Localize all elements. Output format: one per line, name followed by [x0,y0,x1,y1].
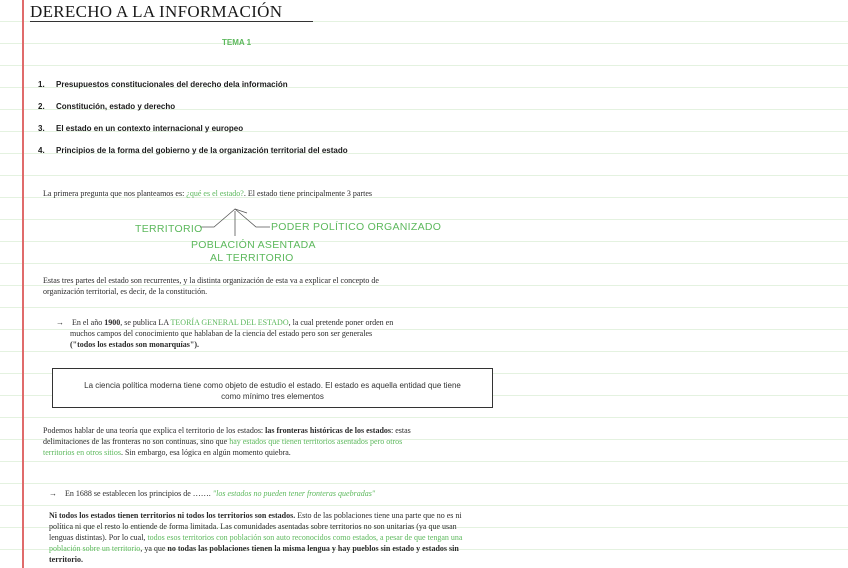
topic-number: 2. [38,102,45,111]
question-highlight: ¿qué es el estado? [186,189,244,198]
diagram-poblacion-line2: AL TERRITORIO [210,252,294,264]
text-run: , se publica LA [120,318,171,327]
topic-text: Principios de la forma del gobierno y de la organización territorial del estado [56,146,348,155]
diagram-poblacion-line1: POBLACIÓN ASENTADA [191,239,316,251]
paragraph-line: Estas tres partes del estado son recurrentes, y la distinta organización de esta va a explicar el concepto de [43,276,379,285]
paragraph-line: organización territorial, es decir, de la constitución. [43,287,208,296]
topic-number: 3. [38,124,45,133]
text-run: , ya que [140,544,168,553]
section-label: TEMA 1 [222,38,252,47]
text-run: : estas [391,426,411,435]
page-title: DERECHO A LA INFORMACIÓN [30,2,283,21]
paragraph-line [43,425,411,436]
paragraph-fronteras [43,425,411,458]
box-line: como mínimo tres elementos [221,392,324,401]
text-run: Podemos hablar de una teoría que explica el territorio de los estados: [43,426,266,435]
highlight-text: hay estados que tienen territorios asentados pero otros [229,437,403,446]
bold-text: las fronteras históricas de los estados [265,426,392,435]
year-text: 1900 [104,318,121,327]
topic-number: 1. [38,80,45,89]
arrow-icon: → [56,318,64,327]
paragraph-line: política ni que el resto lo entiende de forma limitada. Las comunidades asentadas sobre territorios no son unitarias (ya que usan [49,522,457,531]
text-run: delimitaciones de las fronteras no son continuas, sino que [43,437,230,446]
highlight-text: todos esos territorios con población son auto reconocidos como estados, a pesar de que tengan una [147,533,463,542]
text-run: lenguas distintas). Por lo cual, [49,533,148,542]
paragraph-1688 [49,488,375,499]
text-run: Esto de las poblaciones tiene una parte que no es ni [295,511,462,520]
text-run: , la cual pretende poner orden en [288,318,394,327]
paragraph-line [56,317,393,328]
text-run: . Sin embargo, esa lógica en algún momento quiebra. [121,448,291,457]
bold-text: Ni todos los estados tienen territorios ni todos los territorios son estados. [49,511,296,520]
topic-text: Constitución, estado y derecho [56,102,176,111]
paragraph-line [43,436,411,447]
paragraph-estado-partes [43,275,379,297]
topic-text: Presupuestos constitucionales del derecho dela información [56,80,288,89]
paragraph-line: territorio. [49,555,83,564]
highlight-text: "los estados no pueden tener fronteras quebradas" [212,489,376,498]
diagram-poder: PODER POLÍTICO ORGANIZADO [271,221,442,233]
paragraph-line [49,510,462,521]
highlight-text: población sobre un territorio [49,544,141,553]
paragraph-teoria-general [56,317,393,350]
topic-number: 4. [38,146,45,155]
highlight-text: TEORÍA GENERAL DEL ESTADO [170,318,289,327]
paragraph-line: ("todos los estados son monarquías"). [70,340,199,349]
topic-text: El estado en un contexto internacional y europeo [56,124,244,133]
text-run: En 1688 se establecen los principios de ……. [65,489,213,498]
paragraph-line: muchos campos del conocimiento que hablaban de la ciencia del estado pero son ser generales [70,329,373,338]
arrow-icon: → [49,489,57,498]
box-line: La ciencia política moderna tiene como objeto de estudio el estado. El estado es aquella entidad que tiene [84,381,461,390]
diagram-territorio: TERRITORIO [135,223,203,235]
text-run: En el año [72,318,105,327]
bold-text: no todas las poblaciones tienen la misma lengua y hay pueblos sin estado y estados sin [167,544,459,553]
paragraph-line [43,447,411,458]
paragraph-line [49,532,462,543]
paragraph-territorios [49,510,462,565]
question-suffix: . El estado tiene principalmente 3 partes [243,189,373,198]
question-prefix: La primera pregunta que nos planteamos es: [43,189,187,198]
highlight-text: territorios en otros sitios [43,448,121,457]
paragraph-line [49,543,462,554]
definition-box [52,368,493,408]
